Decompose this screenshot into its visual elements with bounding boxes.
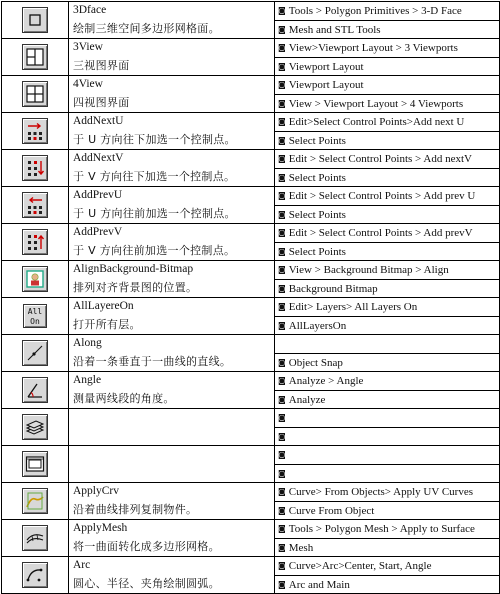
bullet-icon: ◙ xyxy=(278,43,286,52)
bullet-icon: ◙ xyxy=(278,302,286,311)
toolbar-name xyxy=(275,391,499,409)
icon-cell xyxy=(2,224,69,261)
icon-label: On xyxy=(30,317,40,326)
menu-path xyxy=(275,76,499,95)
angle-icon[interactable] xyxy=(22,377,48,403)
table-row xyxy=(2,298,500,335)
bullet-icon: ◙ xyxy=(278,468,286,478)
command-name: AllLayereOn xyxy=(73,300,134,312)
table-row xyxy=(2,150,500,187)
command-name: Arc xyxy=(73,559,91,571)
command-name: AddPrevV xyxy=(73,226,123,238)
bullet-icon: ◙ xyxy=(278,246,286,256)
table-row xyxy=(2,2,500,39)
bullet-icon: ◙ xyxy=(278,24,286,34)
menu-text: AllLayersOn xyxy=(288,319,347,332)
toolbar-name xyxy=(275,21,499,39)
toolbar-name xyxy=(275,95,499,113)
command-description: 三视图界面 xyxy=(73,58,130,72)
bullet-icon: ◙ xyxy=(278,172,286,182)
menu-text: Mesh xyxy=(288,541,314,554)
menu-path-cell xyxy=(275,39,500,76)
menu-text: Tools > Polygon Mesh > Apply to Surface xyxy=(288,523,475,535)
menu-path-cell xyxy=(275,520,500,557)
menu-path-cell xyxy=(275,2,500,39)
menu-path xyxy=(275,520,499,539)
toolbar-name xyxy=(275,280,499,298)
toolbar-name xyxy=(275,428,499,446)
menu-text: Select Points xyxy=(288,134,346,147)
command-cell xyxy=(69,335,275,372)
table-row xyxy=(2,335,500,372)
command-description: 绘制三维空间多边形网格面。 xyxy=(73,21,220,35)
menu-text: Viewport Layout xyxy=(288,79,364,91)
menu-path xyxy=(275,335,499,354)
icon-cell xyxy=(2,483,69,520)
menu-path-cell xyxy=(275,224,500,261)
command-cell xyxy=(69,187,275,224)
command-reference-table xyxy=(1,1,500,594)
framed-panel-icon[interactable] xyxy=(22,451,48,477)
menu-path-cell xyxy=(275,446,500,483)
bullet-icon: ◙ xyxy=(278,524,286,533)
apply-crv-icon[interactable] xyxy=(22,488,48,514)
menu-path-cell xyxy=(275,150,500,187)
menu-path xyxy=(275,557,499,576)
bullet-icon: ◙ xyxy=(278,450,286,459)
command-name: Angle xyxy=(73,374,102,386)
stacked-layers-icon[interactable] xyxy=(22,414,48,440)
menu-text: Tools > Polygon Primitives > 3-D Face xyxy=(288,5,462,17)
four-viewports-icon[interactable] xyxy=(22,81,48,107)
command-description: 于 V 方向往前加选一个控制点。 xyxy=(73,243,236,257)
add-prev-v-icon[interactable] xyxy=(22,229,48,255)
table-row xyxy=(2,113,500,150)
menu-text: Select Points xyxy=(288,171,346,184)
menu-path-cell xyxy=(275,335,500,372)
toolbar-name xyxy=(275,354,499,372)
toolbar-name xyxy=(275,243,499,261)
bullet-icon: ◙ xyxy=(278,505,286,515)
command-description: 将一曲面转化成多边形网格。 xyxy=(73,539,220,553)
icon-cell xyxy=(2,39,69,76)
align-background-bitmap-icon[interactable] xyxy=(22,266,48,292)
bullet-icon: ◙ xyxy=(278,357,286,367)
command-cell xyxy=(69,113,275,150)
icon-cell xyxy=(2,520,69,557)
table-row xyxy=(2,520,500,557)
command-description xyxy=(69,427,274,445)
menu-text: Curve From Object xyxy=(288,504,375,517)
toolbar-name xyxy=(275,502,499,520)
command-cell xyxy=(69,39,275,76)
menu-path-cell xyxy=(275,372,500,409)
command-cell xyxy=(69,224,275,261)
command-cell xyxy=(69,298,275,335)
menu-path-cell xyxy=(275,113,500,150)
command-name: 3Dface xyxy=(73,4,107,16)
menu-path xyxy=(275,261,499,280)
menu-path xyxy=(275,483,499,502)
command-description: 沿着曲线排列复制物件。 xyxy=(73,502,198,516)
command-cell xyxy=(69,261,275,298)
menu-path-cell xyxy=(275,298,500,335)
menu-text: Edit > Select Control Points > Add nextV xyxy=(288,153,472,165)
menu-text: Edit > Select Control Points > Add prev U xyxy=(288,190,476,202)
bullet-icon: ◙ xyxy=(278,209,286,219)
command-description: 于 U 方向往下加选一个控制点。 xyxy=(73,132,236,146)
bullet-icon: ◙ xyxy=(278,154,286,163)
menu-path xyxy=(275,187,499,206)
command-description: 于 V 方向往下加选一个控制点。 xyxy=(73,169,236,183)
menu-path xyxy=(275,372,499,391)
command-name: 4View xyxy=(73,78,103,90)
icon-cell xyxy=(2,113,69,150)
command-description xyxy=(69,464,274,482)
menu-text: View>Viewport Layout > 3 Viewports xyxy=(288,42,458,54)
bullet-icon: ◙ xyxy=(278,376,286,385)
command-cell xyxy=(69,520,275,557)
bullet-icon: ◙ xyxy=(278,561,286,570)
toolbar-name xyxy=(275,132,499,150)
menu-text: Analyze > Angle xyxy=(288,375,364,387)
add-next-u-icon[interactable] xyxy=(22,118,48,144)
command-name: AddPrevU xyxy=(73,189,123,201)
menu-path xyxy=(275,2,499,21)
menu-path xyxy=(275,298,499,317)
table-row xyxy=(2,261,500,298)
menu-text: Select Points xyxy=(288,245,346,258)
table-row xyxy=(2,76,500,113)
command-cell xyxy=(69,557,275,594)
icon-cell xyxy=(2,446,69,483)
add-next-v-icon[interactable] xyxy=(22,155,48,181)
bullet-icon: ◙ xyxy=(278,6,286,15)
bullet-icon: ◙ xyxy=(278,265,286,274)
toolbar-name xyxy=(275,576,499,594)
toolbar-name xyxy=(275,58,499,76)
command-cell xyxy=(69,446,275,483)
bullet-icon: ◙ xyxy=(278,413,286,422)
bullet-icon: ◙ xyxy=(278,98,286,108)
command-description: 于 U 方向往前加选一个控制点。 xyxy=(73,206,236,220)
table-row xyxy=(2,557,500,594)
command-cell xyxy=(69,150,275,187)
menu-text: Edit > Select Control Points > Add prevV xyxy=(288,227,473,239)
menu-text: Analyze xyxy=(288,393,326,406)
command-name: AlignBackground-Bitmap xyxy=(73,263,194,275)
menu-path xyxy=(275,39,499,58)
bullet-icon: ◙ xyxy=(278,80,286,89)
command-name xyxy=(69,409,274,427)
menu-path xyxy=(275,150,499,169)
command-description: 排列对齐背景图的位置。 xyxy=(73,280,198,294)
menu-path-cell xyxy=(275,483,500,520)
menu-path xyxy=(275,224,499,243)
menu-path-cell xyxy=(275,261,500,298)
icon-label: All xyxy=(27,307,43,316)
command-name: ApplyCrv xyxy=(73,485,119,497)
bullet-icon: ◙ xyxy=(278,394,286,404)
menu-text: Object Snap xyxy=(288,356,343,369)
table-row xyxy=(2,39,500,76)
icon-cell xyxy=(2,335,69,372)
menu-text: Edit> Layers> All Layers On xyxy=(288,301,418,313)
command-name: 3View xyxy=(73,41,103,53)
toolbar-name xyxy=(275,317,499,335)
table-row xyxy=(2,372,500,409)
menu-text: View > Background Bitmap > Align xyxy=(288,264,449,276)
command-cell xyxy=(69,2,275,39)
icon-cell xyxy=(2,557,69,594)
menu-text: Arc and Main xyxy=(288,578,350,591)
command-name: ApplyMesh xyxy=(73,522,128,534)
square-icon[interactable] xyxy=(22,7,48,33)
table-row xyxy=(2,483,500,520)
table-row xyxy=(2,187,500,224)
bullet-icon: ◙ xyxy=(278,487,286,496)
bullet-icon: ◙ xyxy=(278,117,286,126)
bullet-icon: ◙ xyxy=(278,191,286,200)
menu-text: Mesh and STL Tools xyxy=(288,23,381,36)
icon-cell xyxy=(2,261,69,298)
menu-path xyxy=(275,113,499,132)
icon-cell xyxy=(2,76,69,113)
menu-text: Select Points xyxy=(288,208,346,221)
menu-text: Curve> From Objects> Apply UV Curves xyxy=(288,486,473,498)
toolbar-name xyxy=(275,465,499,483)
along-icon[interactable] xyxy=(22,340,48,366)
arc-icon[interactable] xyxy=(22,562,48,588)
icon-cell xyxy=(2,409,69,446)
toolbar-name xyxy=(275,206,499,224)
bullet-icon: ◙ xyxy=(278,431,286,441)
command-description: 打开所有层。 xyxy=(73,317,141,331)
apply-mesh-icon[interactable] xyxy=(22,525,48,551)
command-description: 圆心、半径、夹角绘制圆弧。 xyxy=(73,576,220,590)
menu-path-cell xyxy=(275,557,500,594)
toolbar-name xyxy=(275,169,499,187)
command-name: AddNextV xyxy=(73,152,124,164)
bullet-icon: ◙ xyxy=(278,542,286,552)
command-description: 测量两线段的角度。 xyxy=(73,391,175,405)
menu-path-cell xyxy=(275,409,500,446)
menu-text: Background Bitmap xyxy=(288,282,378,295)
icon-cell xyxy=(2,2,69,39)
bullet-icon: ◙ xyxy=(278,228,286,237)
command-cell xyxy=(69,76,275,113)
command-cell xyxy=(69,372,275,409)
command-cell xyxy=(69,409,275,446)
bullet-icon: ◙ xyxy=(278,579,286,589)
command-description: 四视图界面 xyxy=(73,95,130,109)
menu-text: Edit>Select Control Points>Add next U xyxy=(288,116,465,128)
three-viewports-icon[interactable] xyxy=(22,44,48,70)
all-layers-on-icon[interactable] xyxy=(23,304,47,328)
command-cell xyxy=(69,483,275,520)
command-name xyxy=(69,446,274,464)
command-description: 沿着一条垂直于一曲线的直线。 xyxy=(73,354,232,368)
toolbar-name xyxy=(275,539,499,557)
command-name: Along xyxy=(73,337,102,349)
icon-cell xyxy=(2,298,69,335)
command-name: AddNextU xyxy=(73,115,124,127)
menu-path xyxy=(275,409,499,428)
bullet-icon: ◙ xyxy=(278,320,286,330)
icon-cell xyxy=(2,150,69,187)
menu-text: Curve>Arc>Center, Start, Angle xyxy=(288,560,432,572)
table-row xyxy=(2,409,500,446)
table-row xyxy=(2,446,500,483)
icon-cell xyxy=(2,187,69,224)
bullet-icon: ◙ xyxy=(278,283,286,293)
add-prev-u-icon[interactable] xyxy=(22,192,48,218)
menu-path-cell xyxy=(275,187,500,224)
menu-path xyxy=(275,446,499,465)
table-row xyxy=(2,224,500,261)
menu-text: View > Viewport Layout > 4 Viewports xyxy=(288,97,464,110)
menu-path-cell xyxy=(275,76,500,113)
bullet-icon: ◙ xyxy=(278,135,286,145)
bullet-icon: ◙ xyxy=(278,61,286,71)
icon-cell xyxy=(2,372,69,409)
menu-text: Viewport Layout xyxy=(288,60,364,73)
